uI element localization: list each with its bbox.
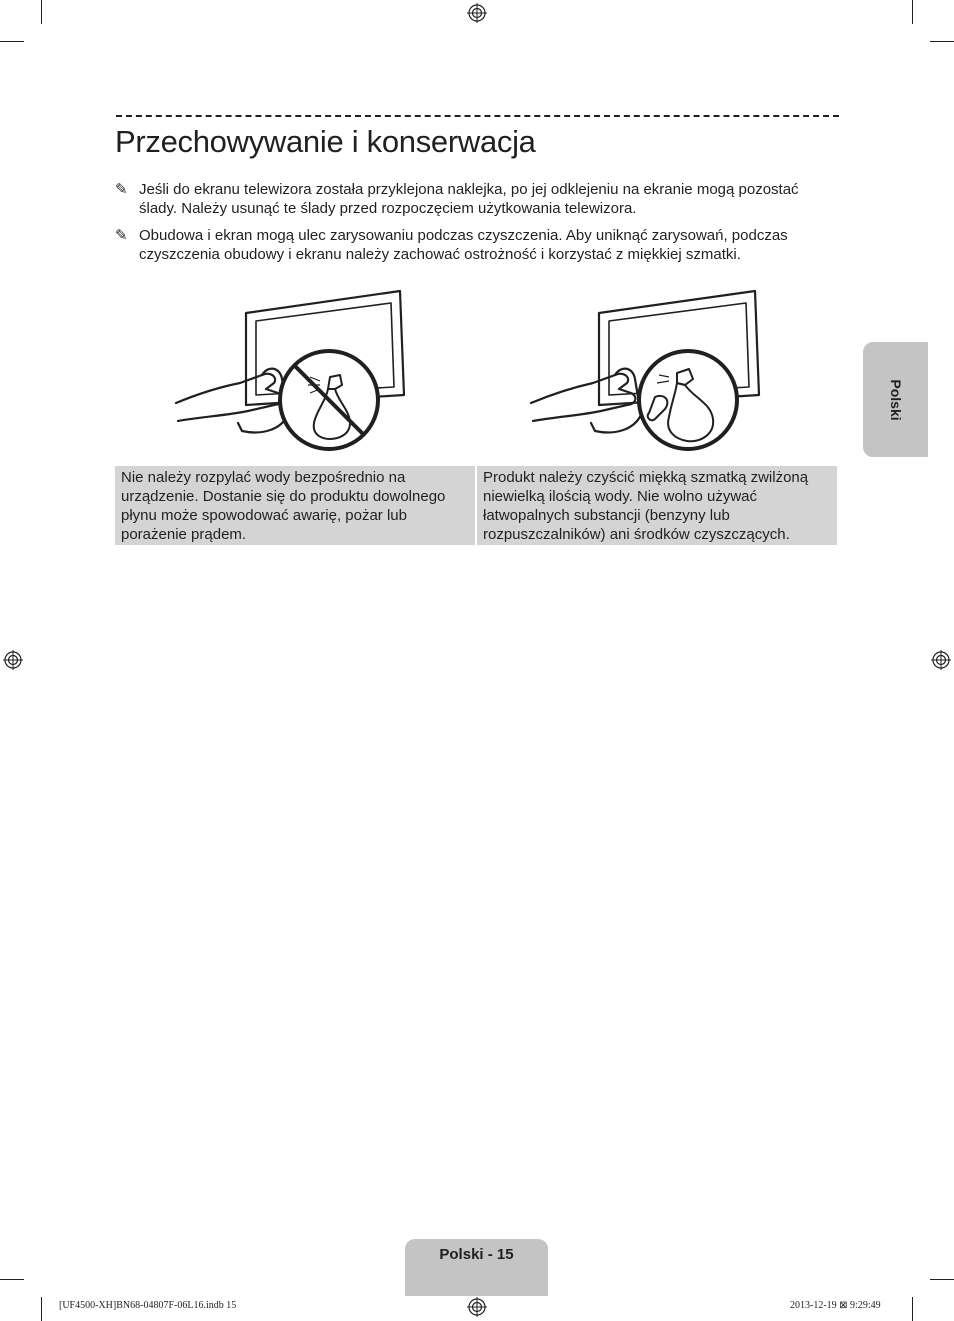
crop-mark	[912, 0, 913, 24]
caption-box	[477, 466, 837, 545]
section-divider	[116, 115, 839, 117]
registration-mark-icon	[467, 1297, 487, 1317]
caption-text: Produkt należy czyścić miękką szmatką zwilżoną niewielką ilością wody. Nie wolno używać łatwopalnych substancji (benzyny lub rozpuszczalników) ani środków czyszczących.	[483, 469, 809, 543]
caption-text: Nie należy rozpylać wody bezpośrednio na urządzenie. Dostanie się do produktu dowolnego płynu może spowodować awarię, pożar lub porażenie prądem.	[121, 469, 446, 543]
registration-mark-icon	[931, 650, 951, 670]
caption-box	[115, 466, 475, 545]
note-item	[115, 226, 835, 264]
page-title: Przechowywanie i konserwacja	[115, 124, 536, 159]
note-text: Obudowa i ekran mogą ulec zarysowaniu podczas czyszczenia. Aby uniknąć zarysowań, podczas czyszczenia obudowy i ekranu należy zachować ostrożność i korzystać z miękkiej szmatki.	[139, 227, 788, 263]
note-item	[115, 180, 835, 218]
registration-mark-icon	[467, 3, 487, 23]
crop-mark	[0, 41, 24, 42]
crop-mark	[41, 0, 42, 24]
crop-mark	[0, 1279, 24, 1280]
registration-mark-icon	[3, 650, 23, 670]
pencil-note-icon: ✎	[115, 181, 128, 198]
side-tab-label: Polski	[887, 378, 904, 421]
language-side-tab	[863, 342, 928, 457]
pencil-note-icon: ✎	[115, 227, 128, 244]
crop-mark	[930, 41, 954, 42]
note-text: Jeśli do ekranu telewizora została przyklejona naklejka, po jej odklejeniu na ekranie mogą pozostać ślady. Należy usunąć te ślady przed rozpoczęciem użytkowania telewizora.	[139, 181, 799, 217]
crop-mark	[41, 1297, 42, 1321]
footer-timestamp: 2013-12-19 ⊠ 9:29:49	[790, 1300, 881, 1311]
page-number-tab	[405, 1239, 548, 1296]
page-number: Polski - 15	[439, 1246, 514, 1263]
footer-file-info: [UF4500-XH]BN68-04807F-06L16.indb 15	[59, 1300, 237, 1311]
cloth-cleaning-illustration	[525, 285, 765, 455]
crop-mark	[930, 1279, 954, 1280]
no-spray-illustration	[170, 285, 410, 455]
crop-mark	[912, 1297, 913, 1321]
